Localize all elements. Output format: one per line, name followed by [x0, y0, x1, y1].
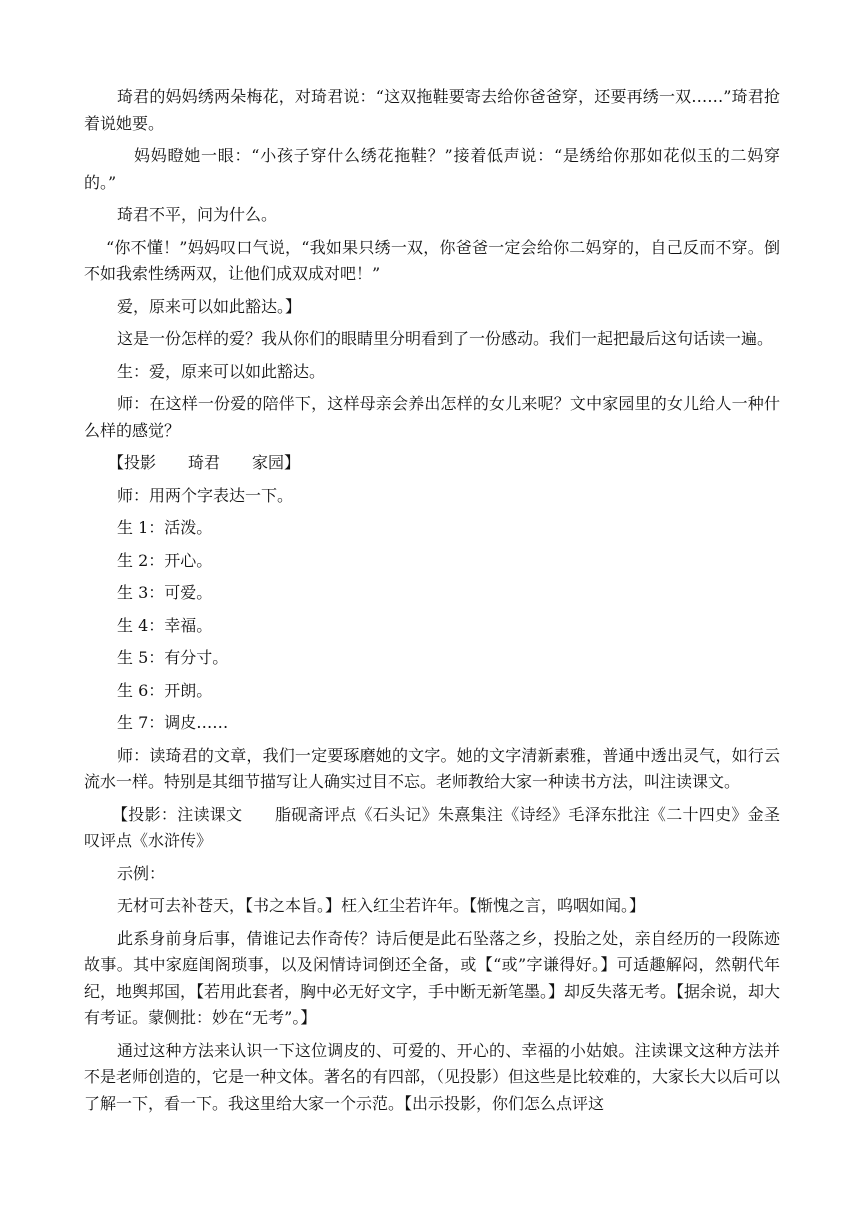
paragraph: 妈妈瞪她一眼：“小孩子穿什么绣花拖鞋？”接着低声说：“是绣给你那如花似玉的二妈穿的。” [84, 146, 780, 192]
paragraph: 生：爱，原来可以如此豁达。 [117, 361, 326, 381]
paragraph: 示例： [117, 863, 166, 883]
paragraph: 生 1：活泼。 [117, 518, 213, 537]
paragraph: 这是一份怎样的爱？我从你们的眼睛里分明看到了一份感动。我们一起把最后这句话读一遍。 [117, 329, 774, 348]
paragraph: 生 4：幸福。 [117, 615, 213, 635]
paragraph: 无材可去补苍天，【书之本旨。】枉入红尘若许年。【惭愧之言，呜咽如闻。】 [117, 896, 646, 915]
paragraph: 师：用两个字表达一下。 [117, 485, 294, 505]
paragraph: 此系身前身后事，倩谁记去作奇传？诗后便是此石坠落之乡，投胎之处，亲自经历的一段陈迹故事。其中家庭闺阁琐事，以及闲情诗词倒还全备，或【“或”字谦得好。】可适趣解闷，然朝代年纪，地舆邦国，【若用此套者，胸中必无好文字，手中断无新笔墨。】却反失落无考。【据余说，却大有考证。蒙侧批：妙在“无考”。】 [84, 928, 781, 1027]
paragraph: 生 2：开心。 [117, 550, 213, 570]
paragraph: 通过这种方法来认识一下这位调皮的、可爱的、开心的、幸福的小姑娘。注读课文这种方法并不是老师创造的，它是一种文体。著名的有四部，（见投影）但这些是比较难的，大家长大以后可以了解一下，看一下。我这里给大家一个示范。【出示投影，你们怎么点评这 [84, 1040, 781, 1113]
paragraph: “你不懂！”妈妈叹口气说，“我如果只绣一双，你爸爸一定会给你二妈穿的，自己反而不穿。倒不如我索性绣两双，让他们成双成对吧！” [84, 237, 780, 283]
document-page [84, 84, 780, 1117]
paragraph: 琦君的妈妈绣两朵梅花，对琦君说：“这双拖鞋要寄去给你爸爸穿，还要再绣一双……”琦君抢着说她要。 [84, 87, 780, 133]
paragraph: 生 5：有分寸。 [117, 648, 229, 667]
paragraph: 师：在这样一份爱的陪伴下，这样母亲会养出怎样的女儿来呢？文中家园里的女儿给人一种什么样的感觉？ [84, 394, 780, 440]
paragraph: 爱，原来可以如此豁达。】 [117, 296, 302, 316]
paragraph: 师：读琦君的文章，我们一定要琢磨她的文字。她的文字清新素雅，普通中透出灵气，如行云流水一样。特别是其细节描写让人确实过目不忘。老师教给大家一种读书方法，叫注读课文。 [84, 745, 780, 791]
paragraph: 【投影：注读课文 脂砚斋评点《石头记》朱熹集注《诗经》毛泽东批注《二十四史》金圣叹评点《水浒传》 [84, 804, 780, 850]
paragraph: 生 3：可爱。 [117, 583, 213, 602]
paragraph: 【投影 琦君 家园】 [108, 453, 301, 472]
paragraph: 生 6：开朗。 [117, 680, 213, 700]
paragraph: 生 7：调皮…… [117, 713, 229, 732]
paragraph: 琦君不平，问为什么。 [117, 205, 278, 224]
